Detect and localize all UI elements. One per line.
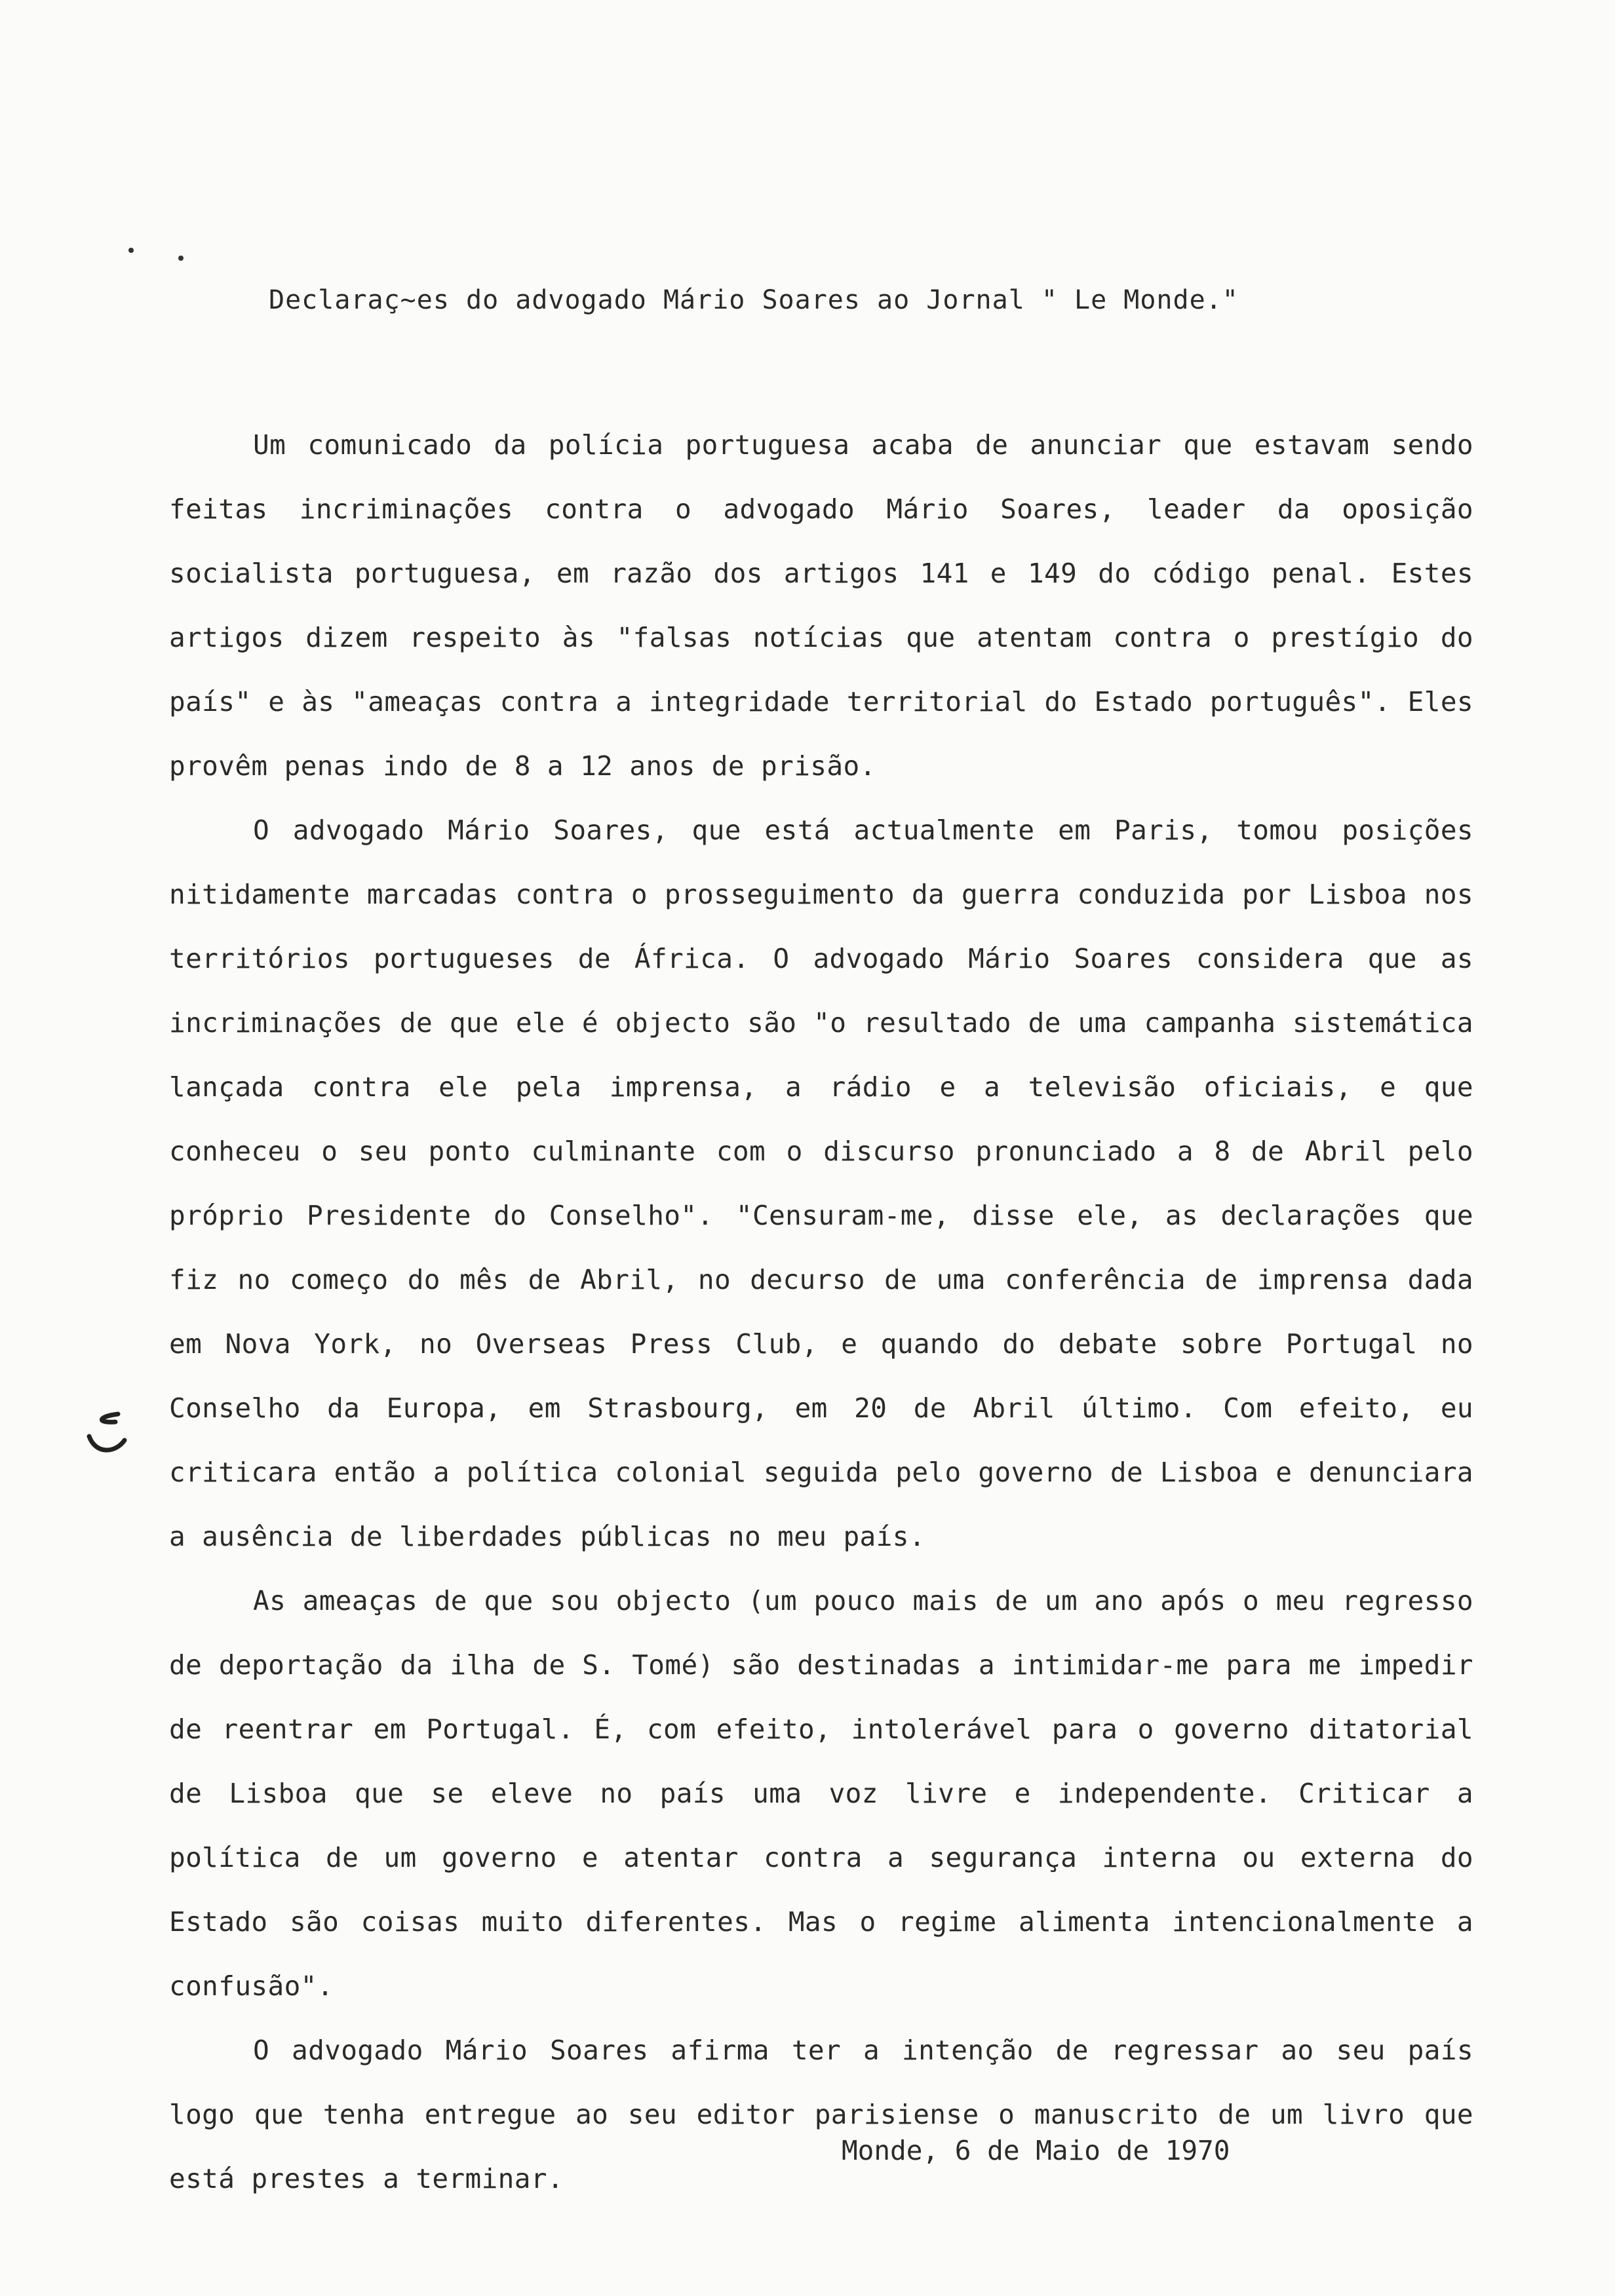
paragraph: O advogado Mário Soares afirma ter a intenção de regressar ao seu país logo que tenha entregue ao seu editor parisiense o manuscrito de um livro que está prestes a terminar. <box>169 2035 1473 2194</box>
document-title: Declaraç~es do advogado Mário Soares ao Jornal " Le Monde." <box>269 285 1239 315</box>
margin-speck <box>128 248 134 253</box>
punch-hole-mark-icon <box>84 1407 130 1460</box>
document-body <box>169 413 1473 2211</box>
paragraph: As ameaças de que sou objecto (um pouco mais de um ano após o meu regresso de deportação da ilha de S. Tomé) são destinadas a intimidar-me para me impedir de reentrar em Portugal. É, com efeito, intolerável para o governo ditatorial de Lisboa que se eleve no país uma voz livre e independente. Criticar a política de um governo e atentar contra a segurança interna ou externa do Estado são coisas muito diferentes. Mas o regime alimenta intencionalmente a confusão". <box>169 1585 1473 2002</box>
margin-speck <box>178 256 184 261</box>
document-signoff: Monde, 6 de Maio de 1970 <box>842 2135 1230 2166</box>
paragraph: O advogado Mário Soares, que está actualmente em Paris, tomou posições nitidamente marcadas contra o prosseguimento da guerra conduzida por Lisboa nos territórios portugueses de África. O advogado Mário Soares considera que as incriminações de que ele é objecto são "o resultado de uma campanha sistemática lançada contra ele pela imprensa, a rádio e a televisão oficiais, e que conheceu o seu ponto culminante com o discurso pronunciado a 8 de Abril pelo próprio Presidente do Conselho". "Censuram-me, disse ele, as declarações que fiz no começo do mês de Abril, no decurso de uma conferência de imprensa dada em Nova York, no Overseas Press Club, e quando do debate sobre Portugal no Conselho da Europa, em Strasbourg, em 20 de Abril último. Com efeito, eu criticara então a política colonial seguida pelo governo de Lisboa e denunciara a ausência de liberdades públicas no meu país. <box>169 814 1473 1552</box>
paragraph: Um comunicado da polícia portuguesa acaba de anunciar que estavam sendo feitas incriminações contra o advogado Mário Soares, leader da oposição socialista portuguesa, em razão dos artigos 141 e 149 do código penal. Estes artigos dizem respeito às "falsas notícias que atentam contra o prestígio do país" e às "ameaças contra a integridade territorial do Estado português". Eles provêm penas indo de 8 a 12 anos de prisão. <box>169 429 1473 782</box>
